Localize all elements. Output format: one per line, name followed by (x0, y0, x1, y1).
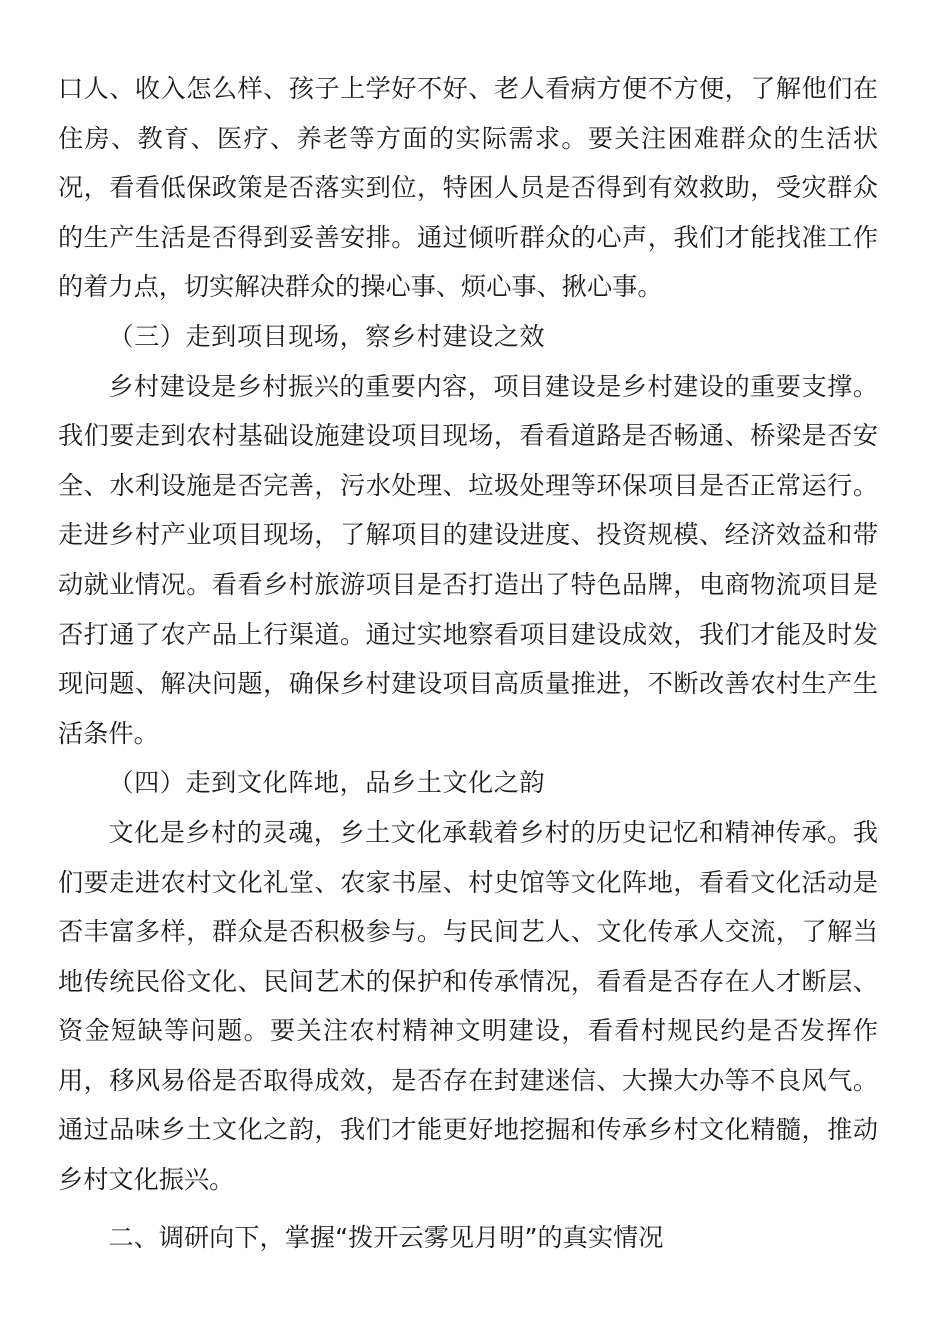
paragraph-rural-culture: 文化是乡村的灵魂，乡土文化承载着乡村的历史记忆和精神传承。我们要走进农村文化礼堂、农家书屋、村史馆等文化阵地，看看文化活动是否丰富多样，群众是否积极参与。与民间艺人、文化传承人交流，了解当地传统民俗文化、民间艺术的保护和传承情况，看看是否存在人才断层、资金短缺等问题。要关注农村精神文明建设，看看村规民约是否发挥作用，移风易俗是否取得成效，是否存在封建迷信、大操大办等不良风气。通过品味乡土文化之韵，我们才能更好地挖掘和传承乡村文化精髓，推动乡村文化振兴。 (58, 817, 878, 1195)
paragraph-continuation: 口人、收入怎么样、孩子上学好不好、老人看病方便不方便，了解他们在住房、教育、医疗、养老等方面的实际需求。要关注困难群众的生活状况，看看低保政策是否落实到位，特困人员是否得到有效救助，受灾群众的生产生活是否得到妥善安排。通过倾听群众的心声，我们才能找准工作的着力点，切实解决群众的操心事、烦心事、揪心事。 (58, 74, 878, 302)
subheading-culture-site: （四）走到文化阵地，品乡土文化之韵 (108, 768, 546, 798)
section-heading-two: 二、调研向下，掌握“拨开云雾见月明”的真实情况 (108, 1222, 664, 1252)
subheading-project-site: （三）走到项目现场，察乡村建设之效 (108, 321, 546, 351)
paragraph-village-construction: 乡村建设是乡村振兴的重要内容，项目建设是乡村建设的重要支撑。我们要走到农村基础设施建设项目现场，看看道路是否畅通、桥梁是否安全、水利设施是否完善，污水处理、垃圾处理等环保项目是否正常运行。走进乡村产业项目现场，了解项目的建设进度、投资规模、经济效益和带动就业情况。看看乡村旅游项目是否打造出了特色品牌，电商物流项目是否打通了农产品上行渠道。通过实地察看项目建设成效，我们才能及时发现问题、解决问题，确保乡村建设项目高质量推进，不断改善农村生产生活条件。 (58, 371, 878, 748)
document-body (58, 64, 878, 1262)
